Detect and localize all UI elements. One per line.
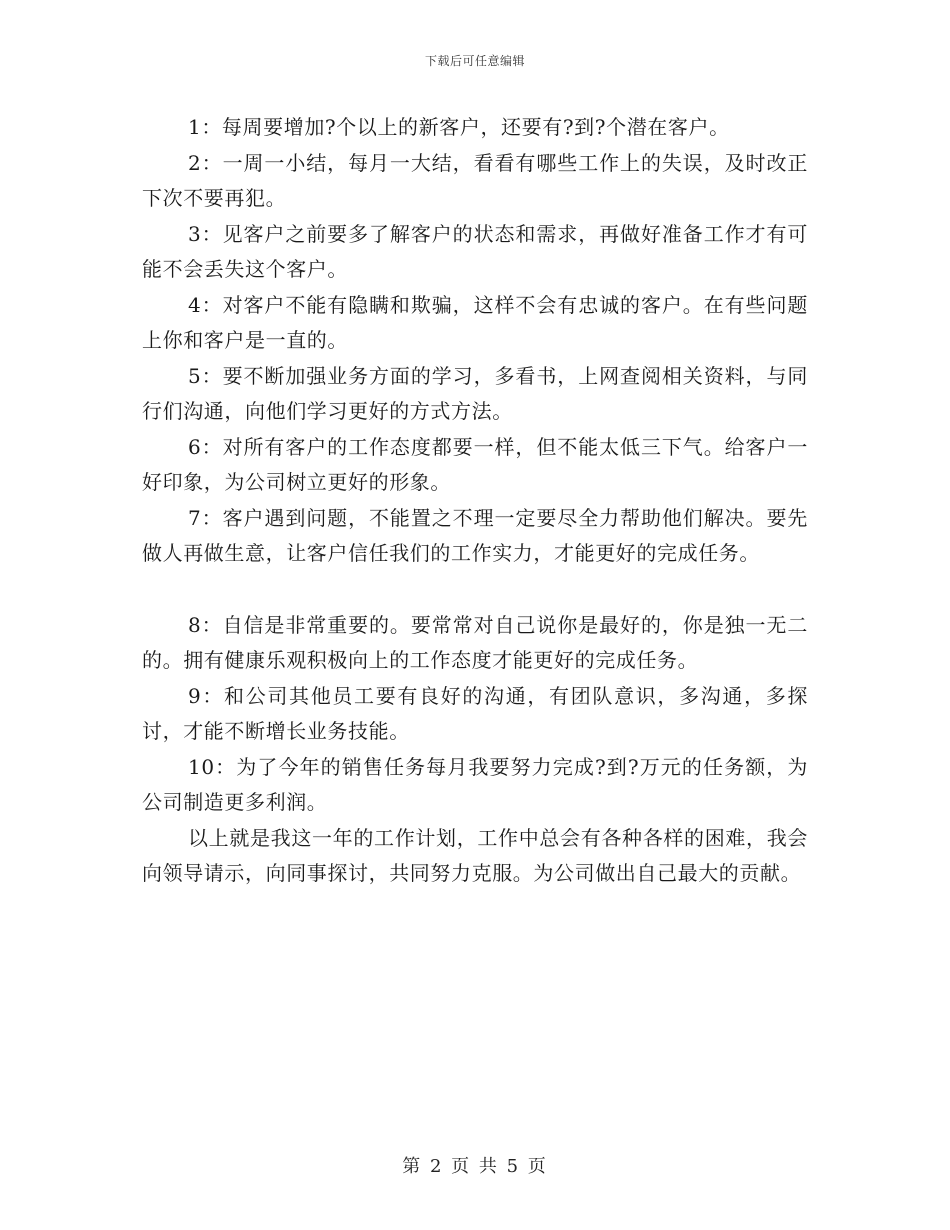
paragraph-summary: 以上就是我这一年的工作计划，工作中总会有各种各样的困难，我会向领导请示，向同事探讨，共同努力克服。为公司做出自己最大的贡献。 <box>142 825 808 885</box>
paragraph-item-1: 1：每周要增加?个以上的新客户，还要有?到?个潜在客户。 <box>188 115 730 139</box>
paragraph-item-8: 8：自信是非常重要的。要常常对自己说你是最好的，你是独一无二的。拥有健康乐观积极向上的工作态度才能更好的完成任务。 <box>142 612 808 672</box>
paragraph-item-3: 3：见客户之前要多了解客户的状态和需求，再做好准备工作才有可能不会丢失这个客户。 <box>142 221 808 281</box>
page-number-footer: 第 2 页 共 5 页 <box>402 1156 548 1177</box>
paragraph-item-6: 6：对所有客户的工作态度都要一样，但不能太低三下气。给客户一好印象，为公司树立更好的形象。 <box>142 434 808 494</box>
paragraph-item-4: 4：对客户不能有隐瞒和欺骗，这样不会有忠诚的客户。在有些问题上你和客户是一直的。 <box>142 292 808 352</box>
paragraph-item-5: 5：要不断加强业务方面的学习，多看书，上网查阅相关资料，与同行们沟通，向他们学习更好的方式方法。 <box>142 363 808 423</box>
document-body <box>142 110 808 892</box>
paragraph-item-9: 9：和公司其他员工要有良好的沟通，有团队意识，多沟通，多探讨，才能不断增长业务技能。 <box>142 683 808 743</box>
paragraph-item-10: 10：为了今年的销售任务每月我要努力完成?到?万元的任务额，为公司制造更多利润。 <box>142 754 808 814</box>
paragraph-item-7: 7：客户遇到问题，不能置之不理一定要尽全力帮助他们解决。要先做人再做生意，让客户信任我们的工作实力，才能更好的完成任务。 <box>142 505 808 565</box>
page-header: 下载后可任意编辑 <box>424 54 525 68</box>
paragraph-item-2: 2：一周一小结，每月一大结，看看有哪些工作上的失误，及时改正下次不要再犯。 <box>142 150 808 210</box>
